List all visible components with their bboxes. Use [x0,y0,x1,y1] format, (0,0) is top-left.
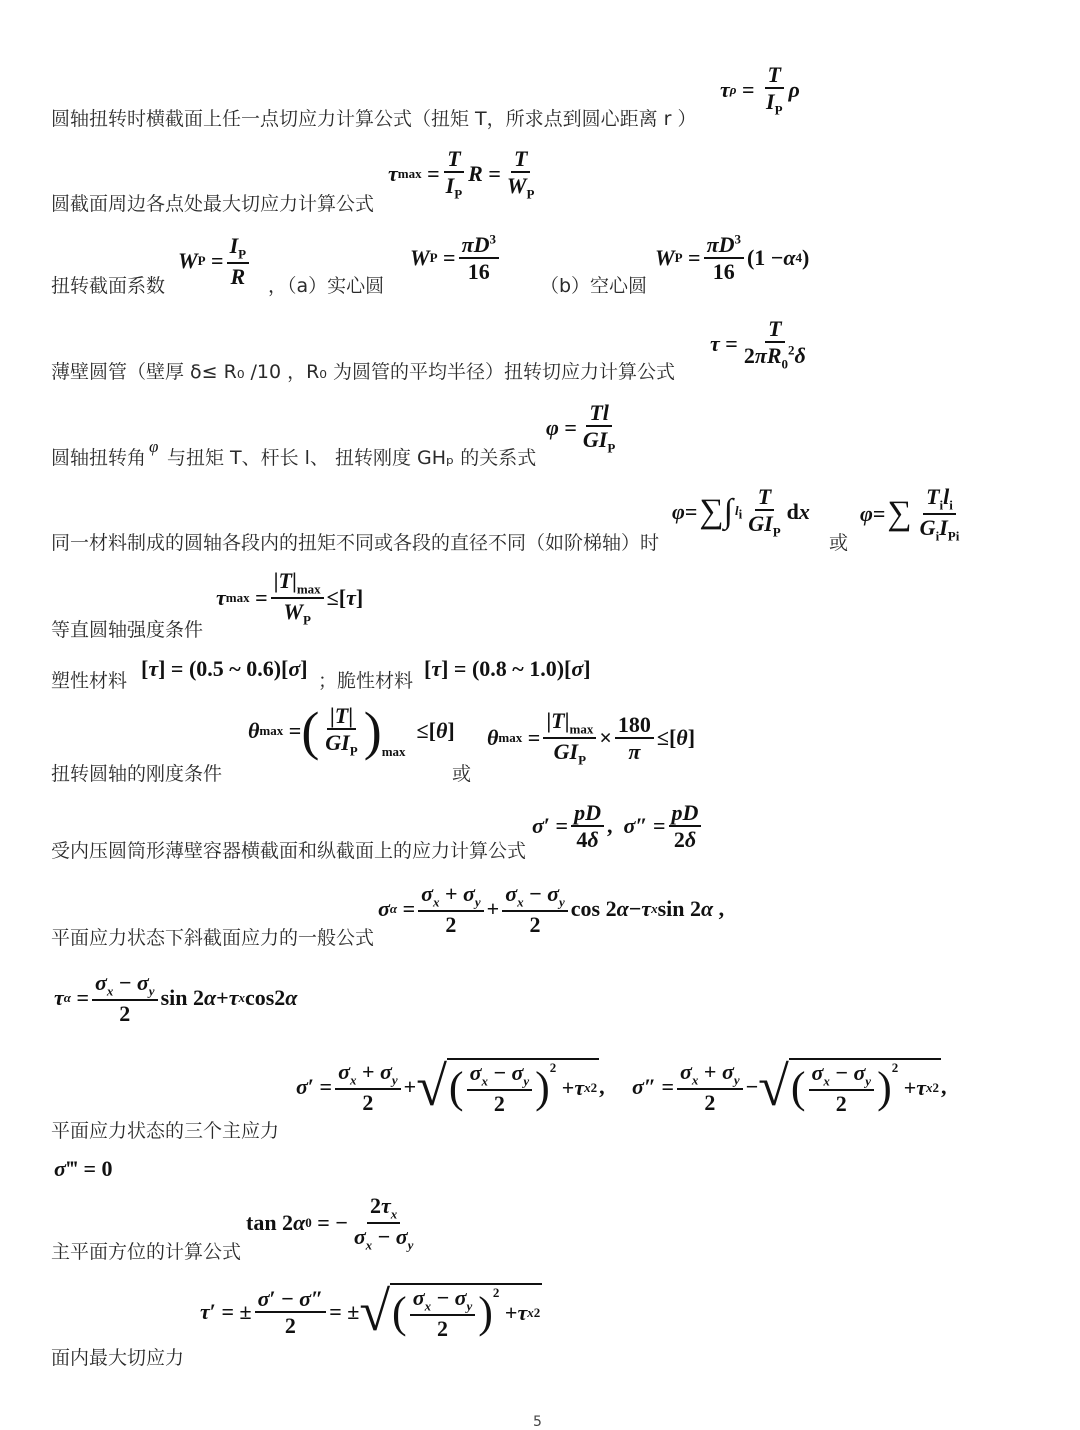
text-stiffness-condition: 扭转圆轴的刚度条件 [51,763,223,785]
phi-symbol: φ [149,437,159,456]
page-number: 5 [533,1414,542,1430]
formula-stiffness-deg: θ max = $|T|_{max}$ $GI_P$ × 180 π ≤[ θ ] [487,708,696,768]
formula-sigma-1: σ ′ = $\sigma_x + \sigma_y$ 2 + √ ( $\sigma_x - \sigma_y$ 2 ) $^2$ + τ x 2 , [296,1056,605,1119]
formula-wp-hollow: W P = $\pi D^3$ 16 (1 − α 4 ) [655,231,810,285]
text-pressure-vessel: 受内压圆筒形薄壁容器横截面和纵截面上的应力计算公式 [51,840,527,862]
text-hollow-circle: （b）空心圆 [540,275,648,297]
formula-tau-rho: τ ρ = T $I_P$ ρ [720,62,800,118]
text-strength-condition: 等直圆轴强度条件 [51,619,204,641]
text-shear-stress-point: 圆轴扭转时横截面上任一点切应力计算公式（扭矩 T，所求点到圆心距离 r ） [51,108,697,130]
formula-sigma-3: σ ‴ = 0 [54,1156,113,1181]
text-twist-angle-relation: 与扭矩 T、杆长 l、 扭转刚度 GHₚ 的关系式 [167,447,537,469]
text-twist-angle: 圆轴扭转角 [51,447,147,469]
formula-tau-max-plane: τ ′ = ± σ′ − σ″ 2 = ± √ ( $\sigma_x - \sigma_y$ 2 ) $^2$ + τ x 2 [200,1281,541,1344]
formula-phi-integral: φ = ∑∫ $l_i$ T $GI_P$ d x [672,484,810,540]
text-or-2: 或 [452,763,472,785]
text-ductile-material: 塑性材料 [51,670,128,692]
formula-strength: τ max = $|T|_{max}$ $W_P$ ≤[ τ ] [216,568,364,628]
text-brittle-material: ；脆性材料 [318,670,414,692]
formula-phi-sum: φ = ∑ $T_il_i$ $G_iI_{Pi}$ [860,484,960,544]
formula-brittle: [ τ ] = (0.8 ~ 1.0)[ σ ] [424,656,591,681]
text-oblique-section: 平面应力状态下斜截面应力的一般公式 [51,927,375,949]
formula-vessel-stress: σ ′ = pD 4δ , σ ″ = pD 2δ [532,800,704,853]
formula-thin-wall-tau: τ = T $2\pi R_0^2\delta$ [710,316,806,372]
formula-wp-solid: W P = $\pi D^3$ 16 [410,232,502,285]
formula-wp-def: W P = $I_P$ R [178,233,252,290]
text-in-plane-max-shear: 面内最大切应力 [51,1347,185,1369]
text-torsion-section-modulus: 扭转截面系数 [51,275,166,297]
formula-tan-2alpha: tan 2 α 0 = − $2\tau_x$ $\sigma_x - \sigma_y$ [246,1193,414,1253]
formula-tau-alpha: τ α = $\sigma_x - \sigma_y$ 2 sin 2 α + τ x cos2 α [54,970,298,1027]
formula-tau-max: τ max = T $I_P$ R = T $W_P$ [388,146,535,202]
text-thin-wall-tube: 薄壁圆管（壁厚 δ≤ R₀ /10 ，R₀ 为圆管的平均半径）扭转切应力计算公式 [51,361,675,383]
formula-stiffness-rad: θ max = ( |T| $GI_P$ ) $_{max}$ ≤[ θ ] [248,701,455,762]
text-solid-circle: ，（a）实心圆 [268,275,385,297]
formula-sigma-alpha: σ α = $\sigma_x + \sigma_y$ 2 + $\sigma_x - \sigma_y$ 2 cos 2 α − τ x sin 2 α , [378,881,725,938]
formula-ductile: [ τ ] = (0.5 ~ 0.6)[ σ ] [141,656,308,681]
formula-phi: φ = Tl $GI_P$ [546,400,616,456]
text-principal-stresses: 平面应力状态的三个主应力 [51,1120,280,1142]
text-or-1: 或 [829,532,849,554]
text-max-shear-stress: 圆截面周边各点处最大切应力计算公式 [51,193,375,215]
formula-sigma-2: σ ″ = $\sigma_x + \sigma_y$ 2 − √ ( $\sigma_x - \sigma_y$ 2 ) $^2$ + τ x 2 , [632,1056,947,1119]
text-stepped-shaft: 同一材料制成的圆轴各段内的扭矩不同或各段的直径不同（如阶梯轴）时 [51,532,660,554]
text-principal-plane: 主平面方位的计算公式 [51,1241,242,1263]
